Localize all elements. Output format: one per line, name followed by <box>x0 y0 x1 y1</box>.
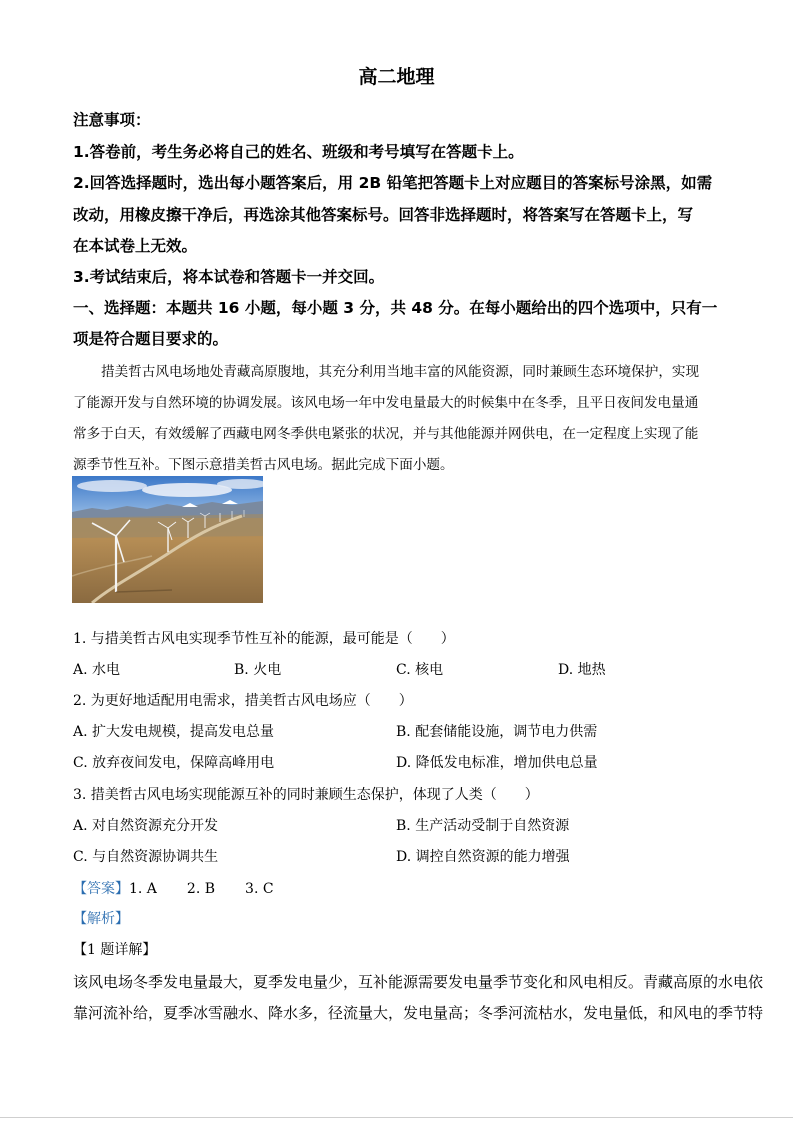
section-line-1: 一、选择题：本题共 16 小题，每小题 3 分，共 48 分。在每小题给出的四个选项中，只有一 <box>73 299 718 317</box>
question-3-option-a: A. 对自然资源充分开发 <box>73 818 219 834</box>
question-2-option-b: B. 配套储能设施，调节电力供需 <box>396 724 598 740</box>
answer-item-2: 2. B <box>186 881 216 897</box>
analysis-line-1: 该风电场冬季发电量最大，夏季发电量少，互补能源需要发电量季节变化和风电相反。青藏高原的水电依 <box>73 973 764 991</box>
question-2-option-a: A. 扩大发电规模，提高发电总量 <box>73 724 275 740</box>
section-line-2: 项是符合题目要求的。 <box>73 330 229 348</box>
analysis-line-2: 靠河流补给，夏季冰雪融水、降水多，径流量大，发电量高；冬季河流枯水，发电量低，和风电的季节特 <box>73 1004 764 1022</box>
notice-heading: 注意事项： <box>73 111 151 129</box>
question-2-stem: 2. 为更好地适配用电需求，措美哲古风电场应（ ） <box>73 693 413 709</box>
question-3-stem: 3. 措美哲古风电场实现能源互补的同时兼顾生态保护，体现了人类（ ） <box>73 787 539 803</box>
question-1-option-d: D. 地热 <box>558 662 606 678</box>
question-3-option-d: D. 调控自然资源的能力增强 <box>396 849 570 865</box>
analysis-sub-label: 【1 题详解】 <box>73 942 157 958</box>
notice-line-3: 改动，用橡皮擦干净后，再选涂其他答案标号。回答非选择题时，将答案写在答题卡上，写 <box>73 206 694 224</box>
question-2-option-d: D. 降低发电标准，增加供电总量 <box>396 755 598 771</box>
question-3-option-c: C. 与自然资源协调共生 <box>73 849 219 865</box>
answer-label: 【答案】 <box>73 881 129 897</box>
passage-line-2: 了能源开发与自然环境的协调发展。该风电场一年中发电量最大的时候集中在冬季，且平日夜间发电量通 <box>73 395 699 411</box>
answer-item-3: 3. C <box>245 881 274 897</box>
analysis-label: 【解析】 <box>73 911 129 927</box>
passage-line-1: 措美哲古风电场地处青藏高原腹地，其充分利用当地丰富的风能资源，同时兼顾生态环境保护，实现 <box>101 364 700 380</box>
question-1-option-a: A. 水电 <box>73 662 121 678</box>
passage-line-3: 常多于白天，有效缓解了西藏电网冬季供电紧张的状况，并与其他能源并网供电，在一定程度上实现了能 <box>73 426 699 442</box>
answer-item-1: 1. A <box>129 881 157 897</box>
question-1-option-c: C. 核电 <box>396 662 444 678</box>
page-bottom-divider <box>0 1117 793 1118</box>
notice-line-4: 在本试卷上无效。 <box>73 237 198 255</box>
question-1-stem: 1. 与措美哲古风电实现季节性互补的能源，最可能是（ ） <box>73 631 455 647</box>
answer-row <box>73 878 274 898</box>
passage-line-4: 源季节性互补。下图示意措美哲古风电场。据此完成下面小题。 <box>73 457 454 473</box>
question-3-option-b: B. 生产活动受制于自然资源 <box>396 818 570 834</box>
wind-farm-photo <box>72 476 263 603</box>
question-1-option-b: B. 火电 <box>234 662 282 678</box>
question-2-option-c: C. 放弃夜间发电，保障高峰用电 <box>73 755 275 771</box>
notice-line-2: 2.回答选择题时，选出每小题答案后，用 2B 铅笔把答题卡上对应题目的答案标号涂黑，如需 <box>73 174 713 192</box>
notice-line-1: 1.答卷前，考生务必将自己的姓名、班级和考号填写在答题卡上。 <box>73 143 524 161</box>
notice-line-5: 3.考试结束后，将本试卷和答题卡一并交回。 <box>73 268 385 286</box>
page-title: 高二地理 <box>358 66 435 88</box>
